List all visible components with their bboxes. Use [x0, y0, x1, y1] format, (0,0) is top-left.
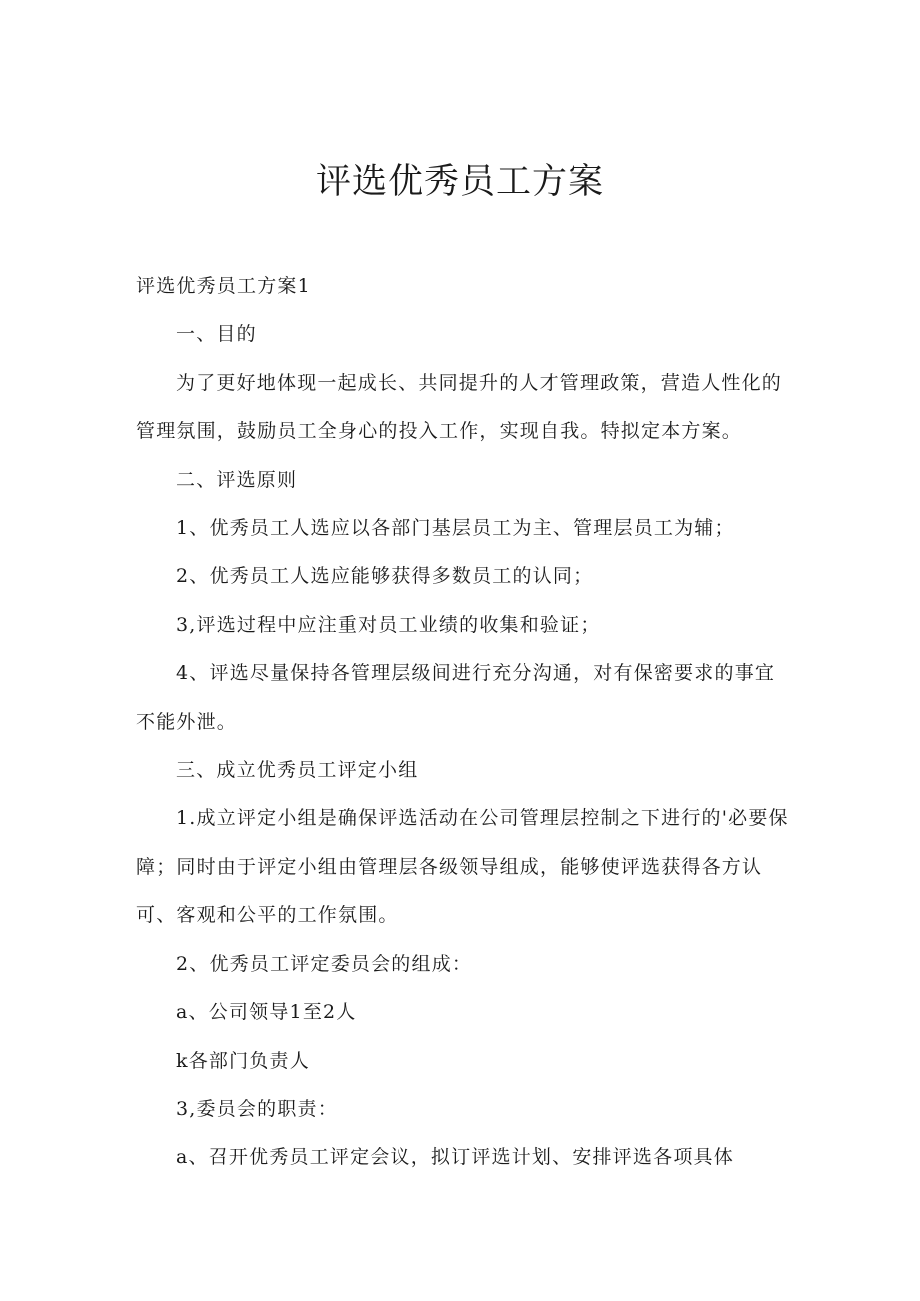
committee-member-a: a、公司领导1至2人 [176, 1001, 357, 1024]
section-heading-purpose: 一、目的 [176, 323, 257, 346]
committee-item-3: 3,委员会的职责： [176, 1097, 338, 1120]
document-title: 评选优秀员工方案 [315, 162, 604, 202]
committee-member-b: k各部门负责人 [176, 1049, 310, 1072]
principle-item-2: 2、优秀员工人选应能够获得多数员工的认同； [176, 565, 594, 588]
heading-plan-1: 评选优秀员工方案1 [136, 275, 311, 297]
document-body [136, 262, 790, 1182]
committee-duty-a: a、召开优秀员工评定会议，拟订评选计划、安排评选各项具体 [176, 1146, 734, 1169]
paragraph-purpose: 为了更好地体现一起成长、共同提升的人才管理政策，营造人性化的管理氛围，鼓励员工全身心的投入工作，实现自我。特拟定本方案。 [136, 371, 783, 443]
committee-item-1: 1.成立评定小组是确保评选活动在公司管理层控制之下进行的'必要保障；同时由于评定小组由管理层各级领导组成，能够使评选获得各方认可、客观和公平的工作氛围。 [136, 807, 789, 927]
principle-item-1: 1、优秀员工人选应以各部门基层员工为主、管理层员工为辅； [176, 517, 735, 540]
section-heading-principles: 二、评选原则 [176, 468, 298, 491]
principle-item-3: 3,评选过程中应注重对员工业绩的收集和验证； [176, 613, 601, 636]
principle-item-4: 4、评选尽量保持各管理层级间进行充分沟通，对有保密要求的事宜不能外泄。 [136, 662, 776, 733]
section-heading-committee: 三、成立优秀员工评定小组 [176, 759, 419, 782]
committee-item-2: 2、优秀员工评定委员会的组成： [176, 952, 473, 975]
